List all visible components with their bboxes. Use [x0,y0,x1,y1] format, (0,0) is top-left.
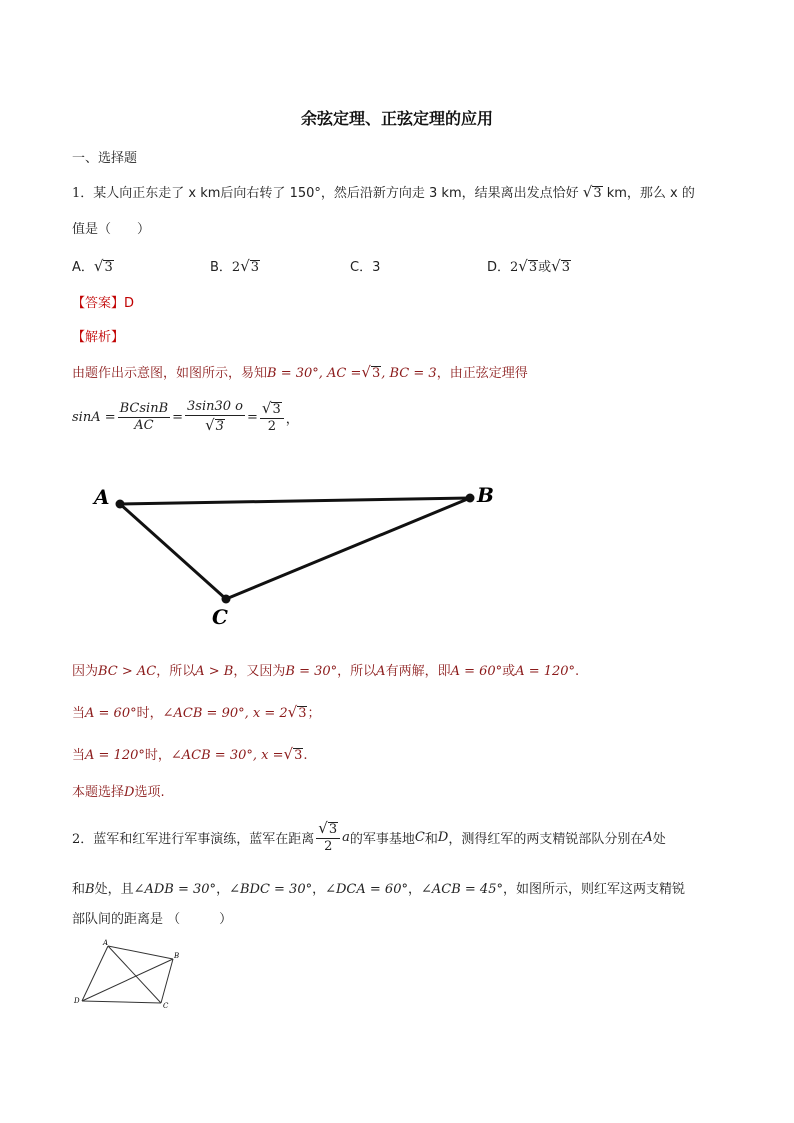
q1-equation: sinA = $\frac{BCsinB}{AC}$ = $\frac{3\sin 30 o}{√3}$ = $\frac{√3}{2}$ ， [72,399,299,435]
quadrilateral-figure [70,936,190,1016]
fig-label-d: D [74,997,80,1005]
fig-label-a: A [103,939,109,947]
point-c [222,595,231,604]
q1-answer: 【答案】D [72,296,135,311]
q2-stem-line1: 2． 蓝军和红军进行军事演练，蓝军在距离 $\frac{√3}{2}$ a 的军事基地 C 和 D ，测得红军的两支精锐部队分别在 A 处 [72,819,666,855]
triangle-figure [80,470,520,635]
label-a: A [94,485,110,509]
q2-stem-line2: 和B处，且∠ADB = 30°，∠BDC = 30°，∠DCA = 60°，∠ACB = 45°，如图所示，则红军这两支精锐 [72,882,685,897]
point-b [466,494,475,503]
segment-ac [120,504,226,599]
segment-ab [120,498,470,504]
q1-stem-line1: 1．某人向正东走了 x km后向右转了 150°，然后沿新方向走 3 km，结果离出发点恰好 √3 km，那么 x 的 [72,183,695,201]
q1-option-c[interactable]: C．3 [350,260,381,275]
q2-stem-line3: 部队间的距离是 （ ） [72,912,233,927]
q1-analysis-line4: 当A = 60°时，∠ACB = 90°, x = 2√3； [72,703,321,721]
q1-analysis-label: 【解析】 [72,330,125,345]
point-a [116,500,125,509]
q1-analysis-line5: 当A = 120°时，∠ACB = 30°, x =√3. [72,745,308,763]
q1-option-a[interactable]: A．√3 [72,257,113,275]
q1-analysis-line3: 因为BC > AC，所以A > B，又因为B = 30°，所以A有两解，即A = 60°或A = 120°. [72,664,580,679]
page-title: 余弦定理、正弦定理的应用 [300,109,493,128]
q1-option-d[interactable]: D．2√3或√3 [487,257,570,275]
section-heading: 一、选择题 [72,151,138,166]
fig-label-b: B [174,952,180,960]
segment-cb [226,498,470,599]
label-c: C [212,605,228,629]
fig-label-c: C [163,1002,169,1010]
q1-analysis-line6: 本题选择D选项. [72,785,165,800]
q1-number: 1． [72,186,94,201]
q1-analysis-line1: 由题作出示意图，如图所示，易知B = 30°, AC =√3, BC = 3，由正弦定理得 [72,363,528,381]
sqrt-3: √3 [582,183,602,201]
label-b: B [477,483,494,507]
q1-option-b[interactable]: B．2√3 [210,257,260,275]
q1-stem-line2: 值是（ ） [72,222,151,237]
